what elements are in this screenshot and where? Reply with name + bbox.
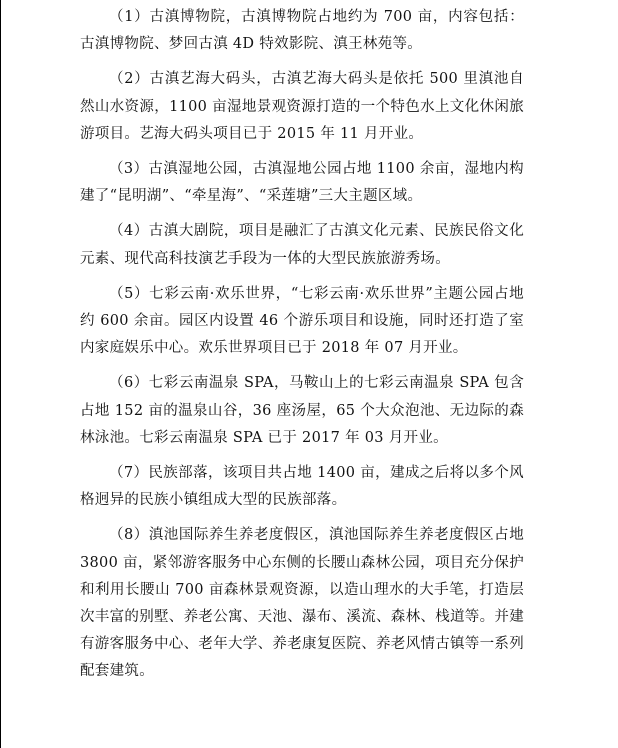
document-body	[80, 4, 524, 694]
paragraph-4: （4）古滇大剧院，项目是融汇了古滇文化元素、民族民俗文化元素、现代高科技演艺手段为一体的大型民族旅游秀场。	[80, 223, 524, 267]
paragraph-2: （2）古滇艺海大码头，古滇艺海大码头是依托 500 里滇池自然山水资源，1100 亩湿地景观资源打造的一个特色水上文化休闲旅游项目。艺海大码头项目已于 2015 年 11 月开业。	[80, 71, 524, 142]
page-left-border	[0, 0, 1, 748]
paragraph-5: （5）七彩云南·欢乐世界，“七彩云南·欢乐世界”主题公园占地约 600 余亩。园区内设置 46 个游乐项目和设施，同时还打造了室内家庭娱乐中心。欢乐世界项目已于 2018 年 07 月开业。	[80, 285, 524, 357]
paragraph-3: （3）古滇湿地公园，古滇湿地公园占地 1100 余亩，湿地内构建了“昆明湖”、“牵星海”、“采莲塘”三大主题区域。	[80, 161, 524, 205]
paragraph-7: （7）民族部落，该项目共占地 1400 亩，建成之后将以多个风格迥异的民族小镇组成大型的民族部落。	[80, 465, 524, 509]
paragraph-8: （8）滇池国际养生养老度假区，滇池国际养生养老度假区占地 3800 亩，紧邻游客服务中心东侧的长腰山森林公园，项目充分保护和利用长腰山 700 亩森林景观资源，以造山理水的大手笔，打造层次丰富的别墅、养老公寓、天池、瀑布、溪流、森林、栈道等。并建有游客服务中心、老年大学、养老康复医院、养老风情古镇等一系列配套建筑。	[80, 527, 524, 680]
paragraph-6: （6）七彩云南温泉 SPA，马鞍山上的七彩云南温泉 SPA 包含占地 152 亩的温泉山谷，36 座汤屋，65 个大众泡池、无边际的森林泳池。七彩云南温泉 SPA 已于 2017 年 03 月开业。	[80, 375, 524, 446]
paragraph-1: （1）古滇博物院，古滇博物院占地约为 700 亩，内容包括：古滇博物院、梦回古滇 4D 特效影院、滇王林苑等。	[80, 9, 524, 53]
